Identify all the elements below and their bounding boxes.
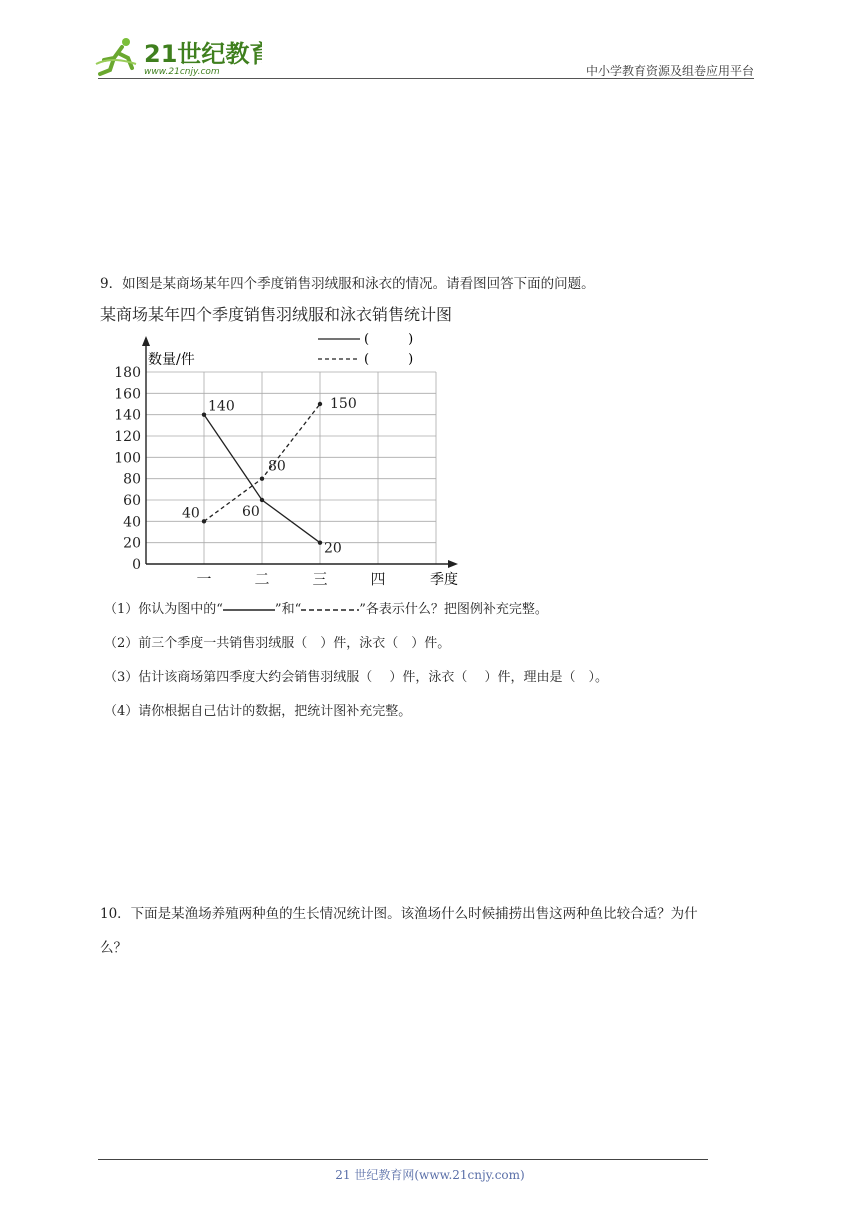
runner-logo-icon	[92, 34, 262, 78]
y-tick-label: 0	[132, 557, 141, 573]
data-label: 20	[324, 540, 342, 557]
solid-line-sample	[223, 607, 275, 613]
data-label: 140	[208, 398, 235, 415]
y-tick-label: 40	[123, 514, 141, 531]
question-9-part-4: （4）请你根据自己估计的数据，把统计图补充完整。	[104, 704, 412, 719]
y-tick-label: 100	[114, 450, 141, 467]
y-tick-label: 60	[123, 493, 141, 509]
line-chart	[92, 298, 492, 598]
header-divider	[98, 78, 754, 79]
x-tick-label: 三	[312, 570, 328, 588]
logo-url-text: www.21cnjy.com	[144, 67, 220, 77]
y-axis-arrow	[142, 336, 150, 346]
y-tick-labels	[114, 365, 141, 573]
chart-axes	[142, 336, 458, 568]
data-label: 40	[182, 505, 200, 522]
y-tick-label: 160	[114, 386, 141, 403]
data-label: 80	[268, 458, 286, 475]
footer-text: 21 世纪教育网(www.21cnjy.com)	[335, 1168, 525, 1182]
data-point	[202, 519, 206, 523]
data-point	[318, 540, 322, 544]
question-9-part-2: （2）前三个季度一共销售羽绒服（ ）件，泳衣（ ）件。	[104, 636, 451, 651]
question-10-line-2: 么？	[100, 940, 127, 956]
question-9-part-3: （3）估计该商场第四季度大约会销售羽绒服（ ）件，泳衣（ ）件，理由是（ ）。	[104, 670, 609, 685]
data-point	[260, 476, 264, 480]
x-tick-label: 二	[254, 570, 270, 588]
data-point	[260, 498, 264, 502]
site-logo	[92, 34, 262, 78]
question-9-part-1	[104, 600, 548, 620]
y-tick-label: 140	[114, 407, 141, 424]
data-label: 60	[242, 504, 260, 520]
part-1-mid: ”和“	[274, 602, 302, 617]
part-1-suffix: ”各表示什么？把图例补充完整。	[359, 602, 548, 617]
chart-series	[182, 396, 357, 557]
x-tick-label: 一	[196, 570, 212, 588]
y-axis-label: 数量/件	[148, 352, 195, 368]
header-platform-text: 中小学教育资源及组卷应用平台	[585, 64, 754, 78]
y-tick-label: 80	[123, 471, 141, 488]
logo-text: 21世纪教育	[144, 40, 262, 68]
data-label: 150	[330, 396, 357, 412]
dashed-line-sample	[301, 607, 359, 613]
x-tick-label: 四	[370, 570, 386, 588]
part-1-prefix: （1）你认为图中的“	[104, 602, 223, 617]
y-tick-label: 180	[114, 365, 141, 381]
x-axis-arrow	[448, 560, 458, 568]
y-tick-label: 120	[114, 429, 141, 445]
x-tick-labels	[196, 570, 385, 588]
data-point	[202, 412, 206, 416]
data-point	[318, 402, 322, 406]
legend-dashed-label: ( )	[364, 352, 414, 367]
footer-divider	[98, 1159, 708, 1160]
x-axis-label: 季度	[430, 572, 458, 588]
chart-title: 某商场某年四个季度销售羽绒服和泳衣销售统计图	[100, 305, 453, 324]
question-10-line-1: 10．下面是某渔场养殖两种鱼的生长情况统计图。该渔场什么时候捕捞出售这两种鱼比较合适？为什	[100, 906, 698, 922]
legend-solid-label: ( )	[364, 332, 414, 347]
y-tick-label: 20	[123, 535, 141, 552]
question-9-text: 9．如图是某商场某年四个季度销售羽绒服和泳衣的情况。请看图回答下面的问题。	[100, 276, 595, 292]
chart-grid	[146, 372, 436, 564]
